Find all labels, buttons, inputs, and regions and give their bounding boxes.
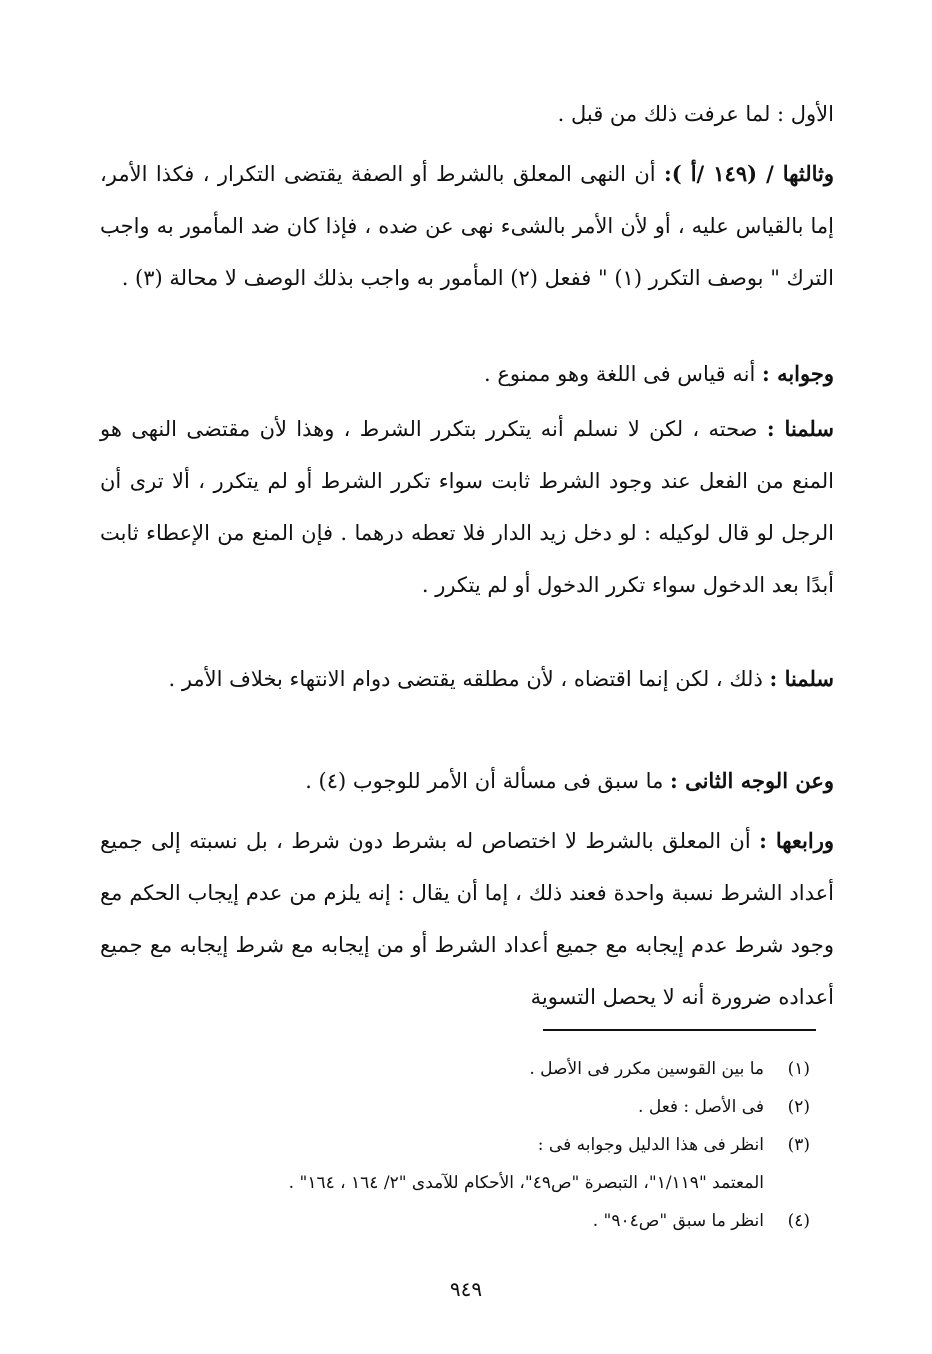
paragraph-lead: سلمنا : — [769, 666, 834, 691]
footnote-number: (٢) — [787, 1097, 810, 1117]
paragraph-third-argument — [100, 148, 834, 304]
footnote-text: فى الأصل : فعل . — [638, 1097, 764, 1117]
footnote — [110, 1126, 810, 1164]
paragraph-second-aspect — [100, 755, 834, 807]
footnote — [110, 1202, 810, 1240]
paragraph-concession-two — [100, 653, 834, 705]
footnote-divider — [543, 1029, 816, 1031]
paragraph-text: الأول : لما عرفت ذلك من قبل . — [557, 102, 834, 126]
footnote-text: انظر فى هذا الدليل وجوابه فى : — [537, 1135, 764, 1155]
footnotes — [110, 1050, 810, 1240]
paragraph-lead: وعن الوجه الثانى : — [670, 768, 834, 793]
paragraph-text: صحته ، لكن لا نسلم أنه يتكرر بتكرر الشرط ، وهذا لأن مقتضى النهى هو المنع من الفعل عند وجود الشرط ثابت سواء تكرر الشرط أو لم يتكرر ، ألا ترى أن الرجل لو قال لوكيله : لو دخل زيد الدار فلا تعطه درهما . فإن المنع من الإعطاء ثابت أبدًا بعد الدخول سواء تكرر الدخول أو لم يتكرر . — [100, 417, 834, 597]
paragraph-lead: ورابعها : — [759, 828, 834, 853]
footnote-number: (١) — [787, 1059, 810, 1079]
footnote — [110, 1088, 810, 1126]
paragraph-text: أن النهى المعلق بالشرط أو الصفة يقتضى التكرار ، فكذا الأمر، إما بالقياس عليه ، أو لأن الأمر بالشىء نهى عن ضده ، فإذا كان ضد المأمور به واجب الترك " بوصف التكرر (١) " ففعل (٢) المأمور به واجب بذلك الوصف لا محالة (٣) . — [100, 162, 834, 290]
page-number: ٩٤٩ — [449, 1277, 483, 1301]
paragraph-concession-one — [100, 403, 834, 611]
footnote-continuation — [110, 1164, 810, 1202]
paragraph-text: ما سبق فى مسألة أن الأمر للوجوب (٤) . — [305, 769, 671, 793]
footnote-number: (٤) — [787, 1211, 810, 1231]
paragraph-text: أن المعلق بالشرط لا اختصاص له بشرط دون شرط ، بل نسبته إلى جميع أعداد الشرط نسبة واحدة فعند ذلك ، إما أن يقال : إنه يلزم من عدم إيجاب الحكم مع وجود شرط عدم إيجابه مع جميع أعداد الشرط أو من إيجابه مع شرط إيجابه مع جميع أعداده ضرورة أنه لا يحصل التسوية — [100, 829, 834, 1009]
footnote-number: (٣) — [787, 1135, 810, 1155]
footnote-text: المعتمد "١/١١٩"، التبصرة "ص٤٩"، الأحكام للآمدى "٢/ ١٦٤ ، ١٦٤" . — [288, 1173, 764, 1193]
paragraph-fourth-argument — [100, 815, 834, 1023]
paragraph-first-answer — [100, 88, 834, 140]
paragraph-text: أنه قياس فى اللغة وهو ممنوع . — [483, 362, 763, 386]
paragraph-answer — [100, 348, 834, 400]
footnote-text: ما بين القوسين مكرر فى الأصل . — [529, 1059, 764, 1079]
paragraph-lead: وجوابه : — [762, 361, 834, 386]
paragraph-text: ذلك ، لكن إنما اقتضاه ، لأن مطلقه يقتضى دوام الانتهاء بخلاف الأمر . — [168, 667, 770, 691]
footnote-text: انظر ما سبق "ص٩٠٤" . — [592, 1211, 764, 1231]
paragraph-lead: وثالثها / (١٤٩ /أ ): — [664, 161, 834, 186]
footnote — [110, 1050, 810, 1088]
paragraph-lead: سلمنا : — [766, 416, 834, 441]
